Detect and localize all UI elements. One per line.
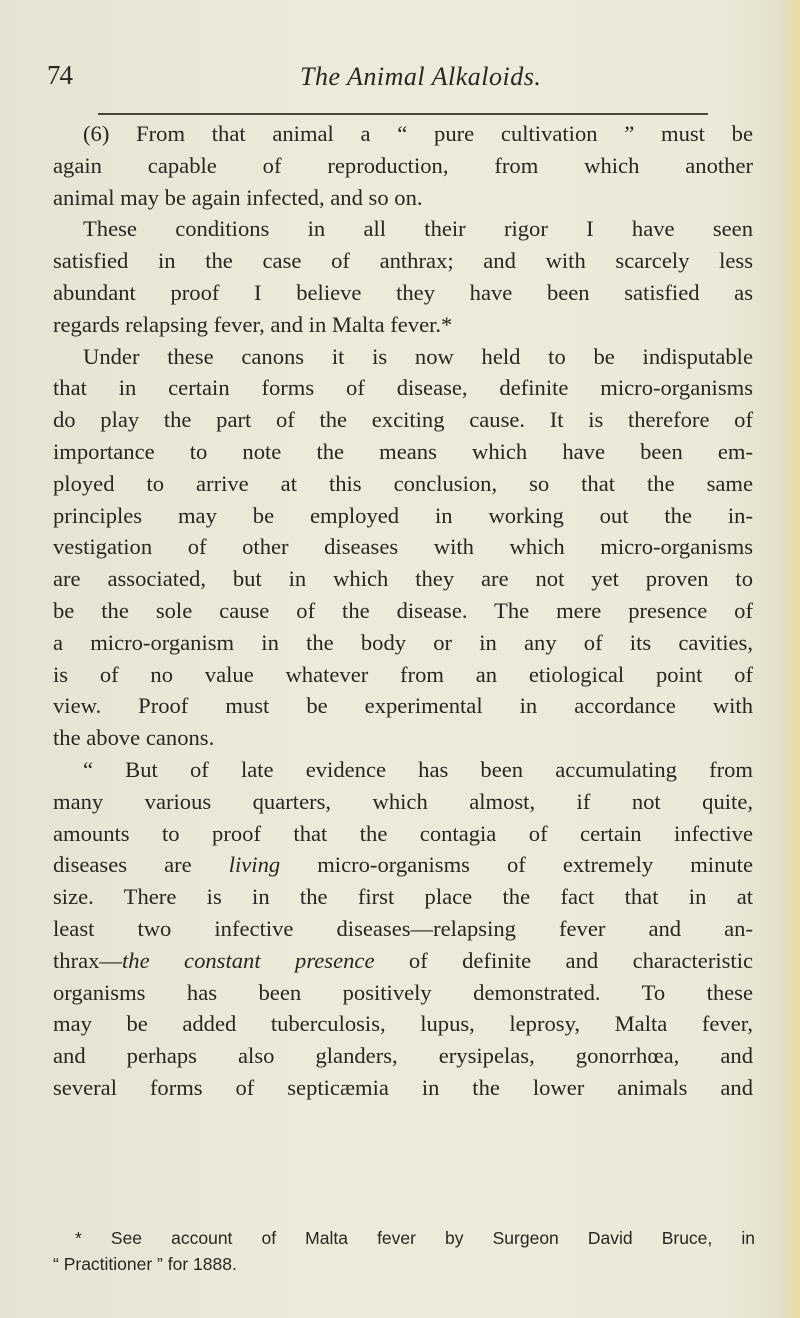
italic-emphasis: living bbox=[228, 852, 281, 878]
text-line: many various quarters, which almost, if not quite, bbox=[53, 788, 753, 814]
text-fragment: micro-organisms of extremely minute bbox=[280, 852, 753, 878]
body-text bbox=[53, 118, 753, 1104]
text-line: the above canons. bbox=[53, 725, 215, 751]
text-line: importance to note the means which have been em- bbox=[53, 438, 753, 464]
text-line: do play the part of the exciting cause. It is therefore of bbox=[53, 407, 753, 433]
text-fragment: thrax— bbox=[53, 947, 123, 973]
running-title: The Animal Alkaloids. bbox=[300, 62, 542, 91]
text-line: that in certain forms of disease, definite micro-organisms bbox=[53, 375, 753, 401]
text-line: is of no value whatever from an etiological point of bbox=[53, 661, 753, 687]
italic-emphasis: the constant presence bbox=[122, 947, 375, 973]
page-edge-shadow bbox=[778, 0, 800, 1318]
text-line: be the sole cause of the disease. The mere presence of bbox=[53, 597, 753, 623]
text-line: may be added tuberculosis, lupus, leprosy, Malta fever, bbox=[53, 1011, 753, 1037]
text-line: abundant proof I believe they have been satisfied as bbox=[53, 279, 753, 305]
text-line: vestigation of other diseases with which micro-organisms bbox=[53, 534, 753, 560]
text-line bbox=[53, 945, 753, 977]
text-line: These conditions in all their rigor I have seen bbox=[83, 216, 753, 242]
text-line: ployed to arrive at this conclusion, so that the same bbox=[53, 470, 753, 496]
text-line: principles may be employed in working out the in- bbox=[53, 502, 753, 528]
text-fragment: diseases are bbox=[53, 852, 229, 878]
text-line: several forms of septicæmia in the lower animals and bbox=[53, 1074, 753, 1100]
text-line bbox=[53, 849, 753, 881]
text-line: view. Proof must be experimental in accordance with bbox=[53, 693, 753, 719]
page-number: 74 bbox=[47, 60, 72, 90]
text-line: are associated, but in which they are not yet proven to bbox=[53, 566, 753, 592]
text-line: Under these canons it is now held to be indisputable bbox=[83, 343, 753, 369]
text-line: a micro-organism in the body or in any of its cavities, bbox=[53, 629, 753, 655]
text-line: and perhaps also glanders, erysipelas, gonorrhœa, and bbox=[53, 1043, 753, 1069]
text-line: again capable of reproduction, from which another bbox=[53, 152, 753, 178]
text-line: satisfied in the case of anthrax; and with scarcely less bbox=[53, 248, 753, 274]
footnote-line: * See account of Malta fever by Surgeon David Bruce, in bbox=[75, 1228, 755, 1248]
footnote bbox=[53, 1225, 755, 1277]
text-line: (6) From that animal a “ pure cultivation ” must be bbox=[83, 121, 753, 146]
footnote-line: “ Practitioner ” for 1888. bbox=[53, 1254, 237, 1274]
text-line: regards relapsing fever, and in Malta fever.* bbox=[53, 311, 453, 337]
text-line: “ But of late evidence has been accumulating from bbox=[83, 756, 753, 782]
header-rule bbox=[98, 113, 708, 115]
text-line: least two infective diseases—relapsing fever and an- bbox=[53, 915, 753, 941]
text-line: size. There is in the first place the fact that in at bbox=[53, 884, 753, 910]
text-line: amounts to proof that the contagia of certain infective bbox=[53, 820, 753, 846]
text-fragment: of definite and characteristic bbox=[374, 947, 753, 973]
text-line: organisms has been positively demonstrated. To these bbox=[53, 979, 753, 1005]
text-line: animal may be again infected, and so on. bbox=[53, 184, 423, 210]
